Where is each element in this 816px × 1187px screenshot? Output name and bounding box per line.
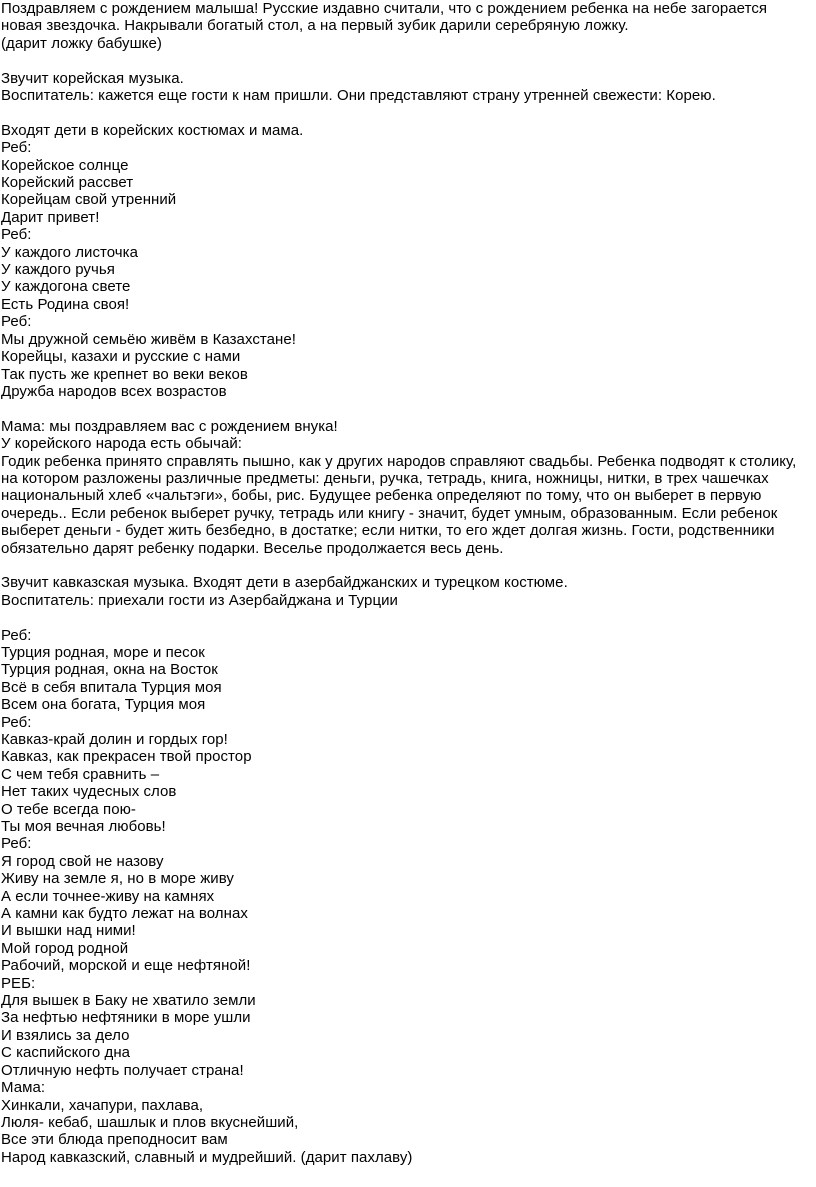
text-line: Мой город родной [1, 939, 129, 957]
text-line: О тебе всегда пою- [1, 800, 136, 818]
text-line: Всем она богата, Турция моя [1, 696, 206, 714]
text-line: Я город свой не назову [1, 852, 164, 870]
text-line: Реб: [1, 226, 32, 244]
text-line: Поздравляем с рождением малыша! Русские издавно считали, что с рождением ребенка на небе загорается [1, 0, 768, 17]
text-line: С каспийского дна [1, 1044, 131, 1062]
text-line: Корейцам свой утренний [1, 191, 177, 209]
text-line: Реб: [1, 139, 32, 157]
text-line: Дарит привет! [1, 208, 100, 226]
text-line: Воспитатель: приехали гости из Азербайджана и Турции [1, 591, 398, 609]
text-line: Мы дружной семьёю живём в Казахстане! [1, 330, 296, 348]
text-line: Люля- кебаб, шашлык и плов вкуснейший, [1, 1113, 299, 1131]
text-line: Кавказ-край долин и гордых гор! [1, 730, 228, 748]
text-line: Для вышек в Баку не хватило земли [1, 992, 256, 1010]
text-line: Так пусть же крепнет во веки веков [1, 365, 248, 383]
blank-line [1, 609, 813, 626]
text-line: Звучит корейская музыка. [1, 69, 184, 87]
text-line: на котором разложены различные предметы: деньги, ручка, тетрадь, книга, ножницы, нитки, в трех чашечках [1, 469, 769, 487]
text-line: Есть Родина своя! [1, 295, 130, 313]
text-line: выберет деньги - будет жить безбедно, в достатке; если нитки, то его ждет долгая жизнь. Гости, родственники [1, 522, 775, 540]
text-line: Реб: [1, 835, 32, 853]
text-line: У корейского народа есть обычай: [1, 435, 243, 453]
text-line: Мама: [1, 1079, 46, 1097]
text-line: И вышки над ними! [1, 922, 136, 940]
text-line: национальный хлеб «чальтэги», бобы, рис. Будущее ребенка определяют по тому, что он выберет в первую [1, 487, 762, 505]
text-line: И взялись за дело [1, 1026, 130, 1044]
text-line: Живу на земле я, но в море живу [1, 870, 234, 888]
text-line: (дарит ложку бабушке) [1, 34, 162, 52]
text-line: Народ кавказский, славный и мудрейший. (дарит пахлаву) [1, 1148, 413, 1166]
paragraph-caucasus-music [1, 574, 813, 609]
blank-line [1, 104, 813, 121]
text-line: Ты моя вечная любовь! [1, 818, 166, 836]
text-line: Годик ребенка принято справлять пышно, как у других народов справляют свадьбы. Ребенка подводят к столику, [1, 452, 797, 470]
document-body [1, 0, 813, 1166]
text-line: Турция родная, окна на Восток [1, 661, 218, 679]
text-line: У каждого листочка [1, 243, 139, 261]
text-line: Корейский рассвет [1, 174, 134, 192]
text-line: Кавказ, как прекрасен твой простор [1, 748, 252, 766]
blank-line [1, 557, 813, 574]
text-line: Все эти блюда преподносит вам [1, 1131, 228, 1149]
text-line: У каждогона свете [1, 278, 131, 296]
paragraph-intro [1, 0, 813, 52]
blank-line [1, 400, 813, 417]
text-line: очередь.. Если ребенок выберет ручку, тетрадь или книгу - значит, будет умным, образованным. Если ребенок [1, 504, 778, 522]
text-line: Корейцы, казахи и русские с нами [1, 348, 241, 366]
text-line: Реб: [1, 713, 32, 731]
text-line: С чем тебя сравнить – [1, 765, 160, 783]
text-line: Рабочий, морской и еще нефтяной! [1, 957, 251, 975]
text-line: Отличную нефть получает страна! [1, 1061, 244, 1079]
text-line: Входят дети в корейских костюмах и мама. [1, 121, 304, 139]
text-line: Воспитатель: кажется еще гости к нам пришли. Они представляют страну утренней свежести: Корею. [1, 87, 716, 105]
text-line: Звучит кавказская музыка. Входят дети в азербайджанских и турецком костюме. [1, 574, 568, 592]
blank-line [1, 52, 813, 69]
text-line: Всё в себя впитала Турция моя [1, 678, 222, 696]
text-line: Мама: мы поздравляем вас с рождением внука! [1, 417, 338, 435]
text-line: РЕБ: [1, 974, 36, 992]
text-line: новая звездочка. Накрывали богатый стол, а на первый зубик дарили серебряную ложку. [1, 17, 629, 35]
text-line: Дружба народов всех возрастов [1, 382, 227, 400]
text-line: Реб: [1, 313, 32, 331]
text-line: У каждого ручья [1, 261, 115, 279]
text-line: Турция родная, море и песок [1, 643, 205, 661]
text-line: А камни как будто лежат на волнах [1, 905, 248, 923]
text-line: Хинкали, хачапури, пахлава, [1, 1096, 204, 1114]
text-line: Нет таких чудесных слов [1, 783, 177, 801]
paragraph-korean-music [1, 70, 813, 105]
paragraph-korean-custom [1, 418, 813, 557]
text-line: А если точнее-живу на камнях [1, 887, 215, 905]
paragraph-korean-poems [1, 122, 813, 401]
paragraph-turkey-azerbaijan-poems [1, 627, 813, 1167]
text-line: Реб: [1, 626, 32, 644]
text-line: Корейское солнце [1, 156, 129, 174]
text-line: За нефтью нефтяники в море ушли [1, 1009, 251, 1027]
text-line: обязательно дарят ребенку подарки. Веселье продолжается весь день. [1, 539, 504, 557]
